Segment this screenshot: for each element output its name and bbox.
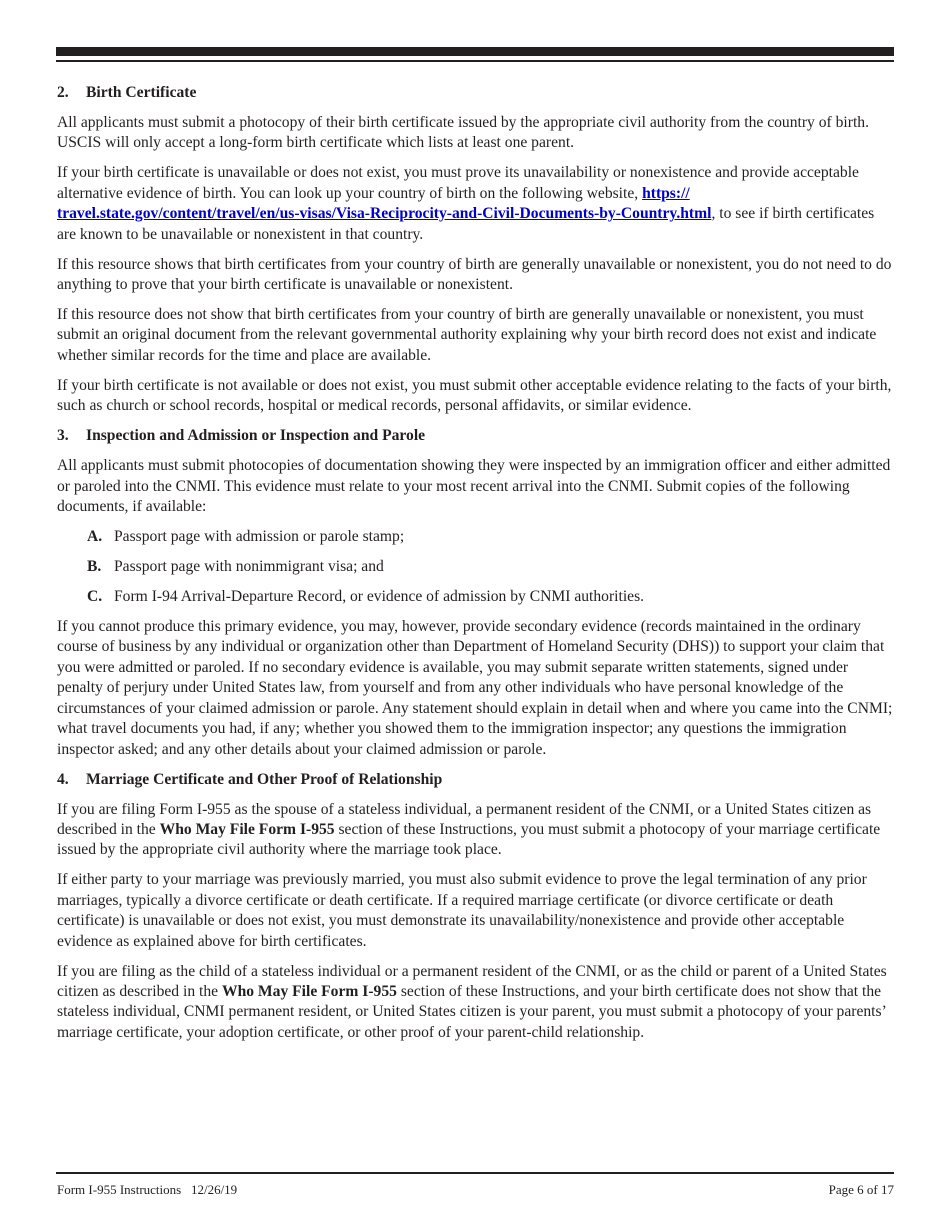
section-reference: Who May File Form I-955 xyxy=(159,820,335,838)
list-item xyxy=(57,587,897,607)
paragraph: If you cannot produce this primary evidence, you may, however, provide secondary evidence (records maintained in the ordinary course of business by any individual or organization other than Department of Homeland Security (DHS)) to support your claim that you were admitted or paroled. If no secondary evidence is available, you may submit separate written statements, signed under penalty of perjury under United States law, from yourself and from any other individuals who have personal knowledge of the circumstances of your claimed admission or parole. Any statement should explain in detail when and where you came into the CNMI; what travel documents you had, if any; whether you showed them to the immigration inspector; any questions the immigration inspector asked; and any other details about your claimed admission or parole. xyxy=(57,618,893,758)
paragraph-with-link xyxy=(57,163,897,245)
list-item-text: Passport page with nonimmigrant visa; and xyxy=(114,558,384,576)
section-heading-birth-certificate xyxy=(57,83,897,103)
section-number: 4. xyxy=(57,770,69,788)
paragraph-text: If you are filing as the child of a stateless individual or a permanent resident of the CNMI, or as the child or parent of a United States citizen as described in the xyxy=(57,962,887,1000)
document-body xyxy=(57,83,897,1053)
list-item-text: Passport page with admission or parole stamp; xyxy=(114,528,405,546)
list-item-text: Form I-94 Arrival-Departure Record, or evidence of admission by CNMI authorities. xyxy=(114,588,645,606)
paragraph: If this resource shows that birth certificates from your country of birth are generally unavailable or nonexistent, you do not need to do anything to prove that your birth certificate is unavailable or nonexistent. xyxy=(57,255,892,294)
header-rule-thick xyxy=(56,47,894,56)
footer-form-name: Form I-955 Instructions 12/26/19 xyxy=(57,1182,238,1197)
section-reference: Who May File Form I-955 xyxy=(221,982,397,1000)
list-item-letter: C. xyxy=(87,588,103,606)
paragraph xyxy=(57,800,897,861)
list-item-letter: B. xyxy=(87,558,102,576)
paragraph: If this resource does not show that birth certificates from your country of birth are generally unavailable or nonexistent, you must submit an original document from the relevant governmental authority explaining why your birth record does not exist and indicate whether similar records for the time and place are available. xyxy=(57,306,877,364)
list-item xyxy=(57,557,897,577)
section-title: Birth Certificate xyxy=(86,84,197,101)
section-number: 3. xyxy=(57,427,69,445)
paragraph-text: If your birth certificate is unavailable or does not exist, you must prove its unavailability or nonexistence and provide acceptable alternative evidence of birth. You can look up your country of birth on the following website, xyxy=(57,164,859,202)
section-heading-inspection xyxy=(57,426,897,446)
paragraph: If either party to your marriage was previously married, you must also submit evidence to prove the legal termination of any prior marriages, typically a divorce certificate or death certificate. If a required marriage certificate (or divorce certificate or death certificate) is unavailable or does not exist, you must demonstrate its unavailability/nonexistence and provide other acceptable evidence as explained above for birth certificates. xyxy=(57,871,867,950)
section-title: Inspection and Admission or Inspection and Parole xyxy=(86,427,426,445)
paragraph xyxy=(57,962,897,1044)
section-number: 2. xyxy=(57,84,69,101)
section-title: Marriage Certificate and Other Proof of Relationship xyxy=(86,770,443,788)
paragraph-text: section of these Instructions, you must submit a photocopy of your marriage certificate issued by the appropriate civil authority where the marriage took place. xyxy=(57,820,881,859)
paragraph: All applicants must submit photocopies of documentation showing they were inspected by an immigration officer and either admitted or paroled into the CNMI. This evidence must relate to your most recent arrival into the CNMI. Submit copies of the following documents, if available: xyxy=(57,457,891,516)
list-item xyxy=(57,527,897,547)
header-rule-thin xyxy=(56,60,894,62)
paragraph: If your birth certificate is not available or does not exist, you must submit other acceptable evidence relating to the facts of your birth, such as church or school records, hospital or medical records, personal affidavits, or similar evidence. xyxy=(57,376,892,415)
country-documents-link[interactable]: https:// travel.state.gov/content/travel/en/us-visas/Visa-Reciprocity-and-Civil-Documents-by-Country.html xyxy=(57,184,712,223)
list-item-letter: A. xyxy=(87,528,103,546)
footer-page-number: Page 6 of 17 xyxy=(828,1182,894,1197)
section-heading-marriage-certificate xyxy=(57,770,897,790)
paragraph-text: If you are filing Form I-955 as the spouse of a stateless individual, a permanent resident of the CNMI, or a United States citizen as described in the xyxy=(57,800,872,838)
paragraph-text: section of these Instructions, and your birth certificate does not show that the stateless individual, CNMI permanent resident, or United States citizen is your parent, you must submit a photocopy of your parents’ marriage certificate, your adoption certificate, or other proof of your parent-child relationship. xyxy=(57,982,886,1041)
paragraph-text: , to see if birth certificates are known to be unavailable or nonexistent in that country. xyxy=(57,205,875,243)
footer-rule xyxy=(56,1172,894,1174)
paragraph: All applicants must submit a photocopy of their birth certificate issued by the appropriate civil authority from the country of birth. USCIS will only accept a long-form birth certificate which lists at least one parent. xyxy=(57,114,869,152)
